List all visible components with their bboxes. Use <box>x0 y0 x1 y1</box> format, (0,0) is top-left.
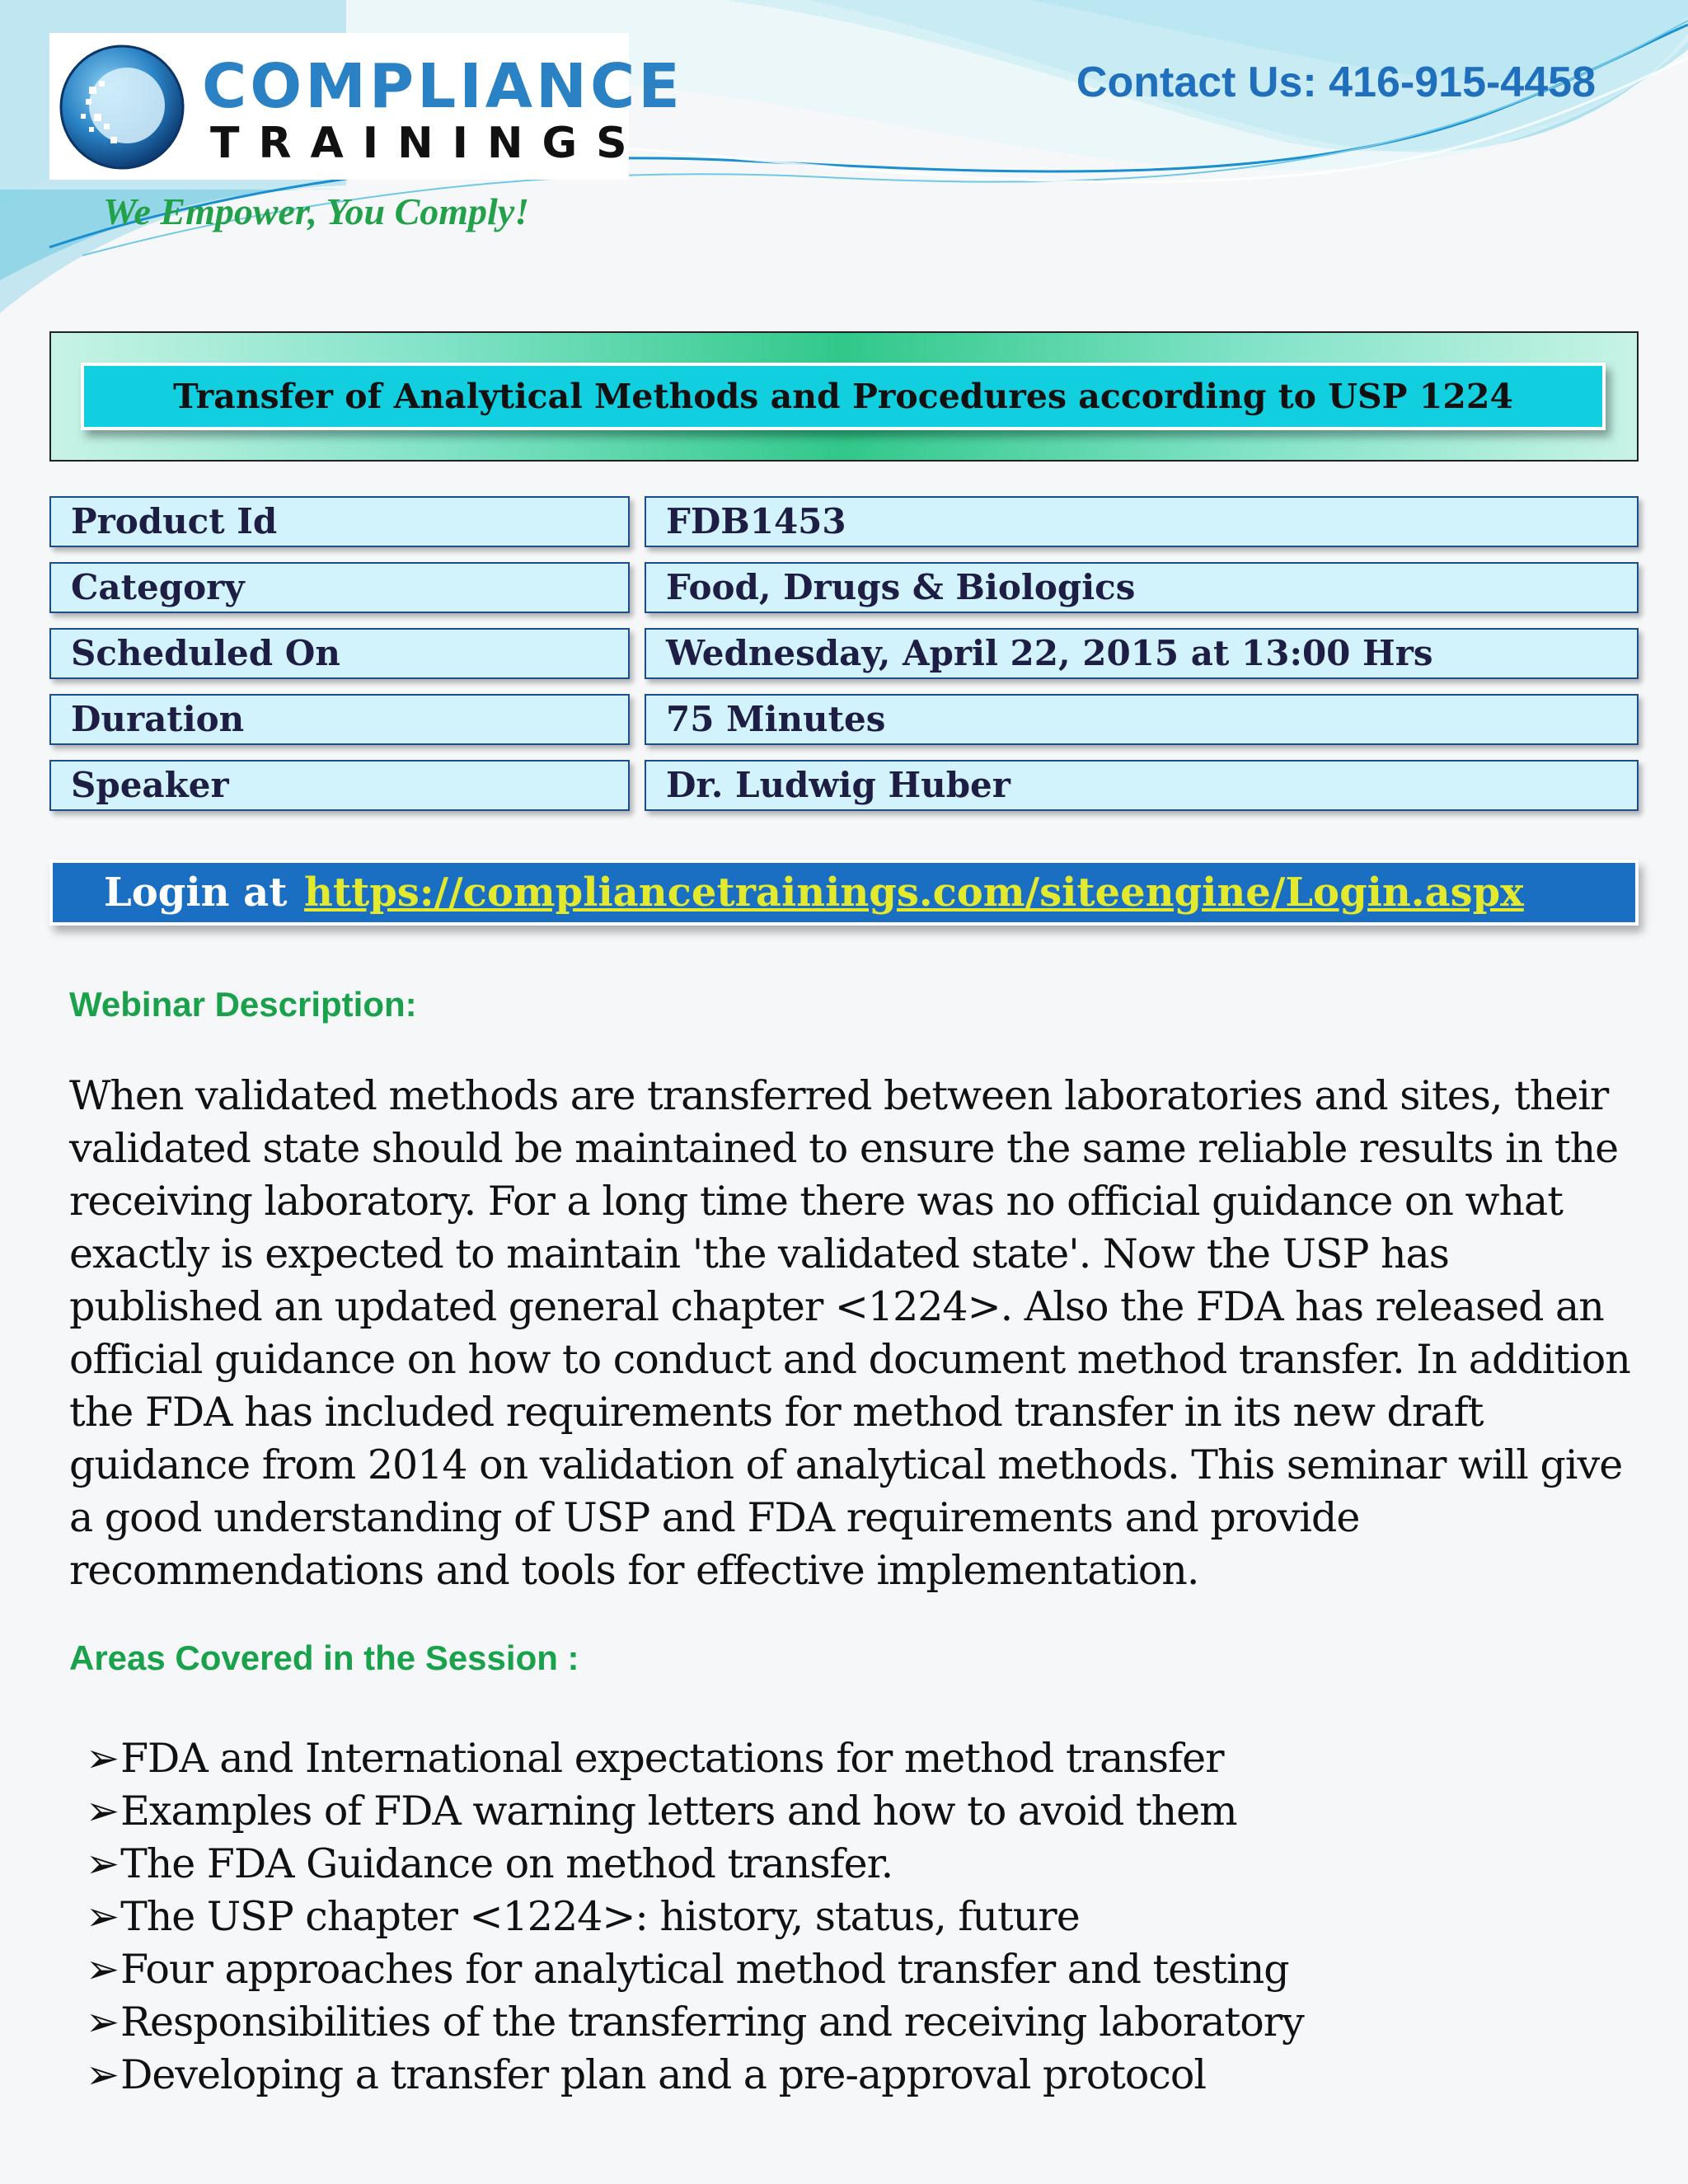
info-row-category <box>49 562 1639 613</box>
logo-text-trainings: TRAININGS <box>210 119 646 168</box>
info-row-speaker <box>49 760 1639 811</box>
arrow-bullet-icon: ➢ <box>86 1735 120 1782</box>
login-bar <box>49 860 1639 926</box>
page-title: Transfer of Analytical Methods and Procedures according to USP 1224 <box>81 363 1606 430</box>
logo-text-compliance: COMPLIANCE <box>202 51 683 122</box>
list-item: ➢FDA and International expectations for method transfer <box>86 1735 1224 1782</box>
info-row-product-id <box>49 496 1639 547</box>
login-label: Login at <box>104 869 288 916</box>
company-logo <box>49 33 683 180</box>
list-item: ➢The USP chapter <1224>: history, status, future <box>86 1893 1080 1940</box>
info-label: Product Id <box>49 496 630 547</box>
description-text: When validated methods are transferred between laboratories and sites, their validated state should be maintained to ensure the same reliable results in the receiving laboratory. For a long time there was no official guidance on what exactly is expected to maintain 'the validated state'. Now the USP has published an updated general chapter <1224>. Also the FDA has released an official guidance on how to conduct and document method transfer. In addition the FDA has included requirements for method transfer in its new draft guidance from 2014 on validation of analytical methods. This seminar will give a good understanding of USP and FDA requirements and provide recommendations and tools for effective implementation. <box>69 1072 1630 1594</box>
arrow-bullet-icon: ➢ <box>86 1893 120 1940</box>
tagline: We Empower, You Comply! <box>103 190 530 232</box>
info-value: Dr. Ludwig Huber <box>645 760 1639 811</box>
globe-icon <box>56 41 188 173</box>
arrow-bullet-icon: ➢ <box>86 1946 120 1993</box>
contact-phone[interactable]: Contact Us: 416-915-4458 <box>1076 59 1596 106</box>
list-item: ➢The FDA Guidance on method transfer. <box>86 1840 893 1887</box>
info-label: Duration <box>49 694 630 745</box>
areas-heading: Areas Covered in the Session : <box>69 1638 579 1677</box>
list-item: ➢Four approaches for analytical method transfer and testing <box>86 1946 1289 1993</box>
list-item: ➢Examples of FDA warning letters and how to avoid them <box>86 1788 1237 1835</box>
arrow-bullet-icon: ➢ <box>86 2051 120 2098</box>
list-item: ➢Developing a transfer plan and a pre-approval protocol <box>86 2051 1207 2098</box>
info-value: FDB1453 <box>645 496 1639 547</box>
info-value: 75 Minutes <box>645 694 1639 745</box>
description-heading: Webinar Description: <box>69 985 417 1024</box>
info-label: Speaker <box>49 760 630 811</box>
list-item: ➢Responsibilities of the transferring and receiving laboratory <box>86 1999 1304 2046</box>
title-banner <box>49 331 1639 462</box>
info-label: Category <box>49 562 630 613</box>
info-row-scheduled-on <box>49 628 1639 679</box>
info-label: Scheduled On <box>49 628 630 679</box>
areas-list <box>86 1732 1619 2102</box>
arrow-bullet-icon: ➢ <box>86 1788 120 1835</box>
arrow-bullet-icon: ➢ <box>86 1840 120 1887</box>
arrow-bullet-icon: ➢ <box>86 1999 120 2046</box>
info-value: Food, Drugs & Biologics <box>645 562 1639 613</box>
info-value: Wednesday, April 22, 2015 at 13:00 Hrs <box>645 628 1639 679</box>
login-link[interactable]: https://compliancetrainings.com/siteengine/Login.aspx <box>304 869 1524 916</box>
info-row-duration <box>49 694 1639 745</box>
